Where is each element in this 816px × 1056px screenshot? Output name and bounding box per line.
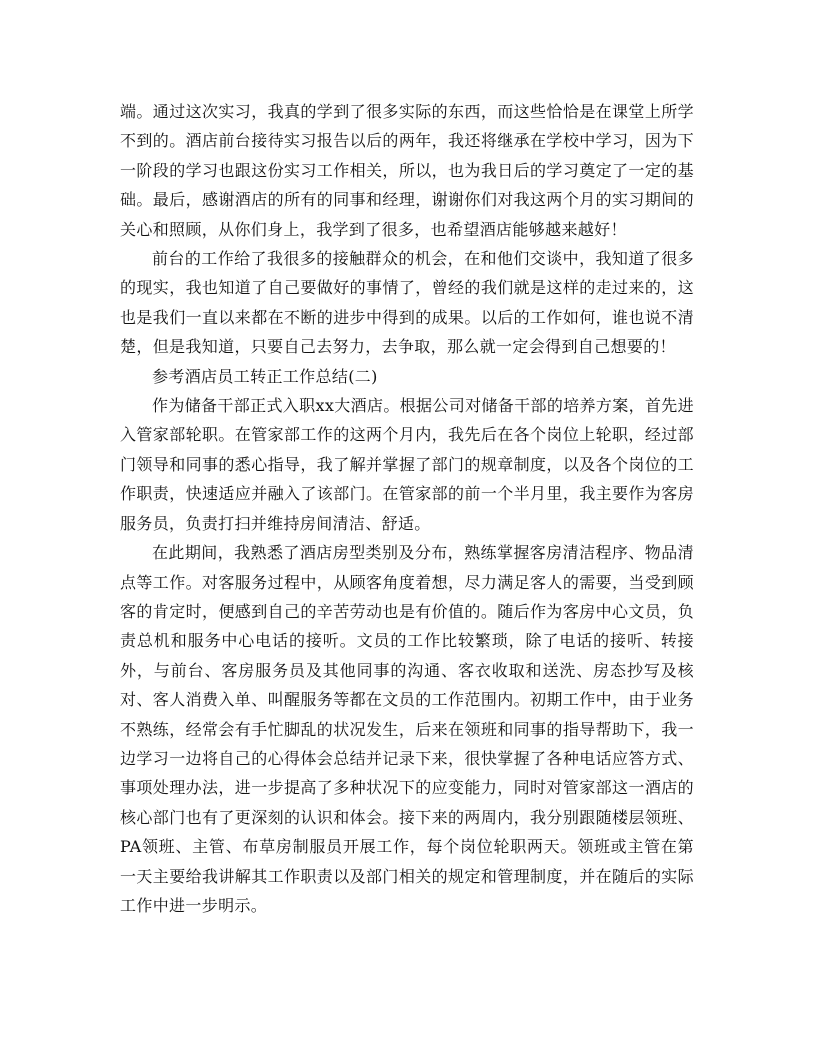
paragraph-housekeeping-rotation: 作为储备干部正式入职xx大酒店。根据公司对储备干部的培养方案，首先进入管家部轮职。在管家部工作的这两个月内，我先后在各个岗位上轮职，经过部门领导和同事的悉心指导，我了解并掌握了部门的规章制度，以及各个岗位的工作职责，快速适应并融入了该部门。在管家部的前一个半月里，我主要作为客房服务员，负责打扫并维持房间清洁、舒适。 [120,396,694,533]
document-body [120,97,694,920]
paragraph-front-desk-reflection: 前台的工作给了我很多的接触群众的机会，在和他们交谈中，我知道了很多的现实，我也知道了自己要做好的事情了，曾经的我们就是这样的走过来的，这也是我们一直以来都在不断的进步中得到的成果。以后的工作如何，谁也说不清楚，但是我知道，只要自己去努力，去争取，那么就一定会得到自己想要的！ [120,249,694,357]
paragraph-continuation: 端。通过这次实习，我真的学到了很多实际的东西，而这些恰恰是在课堂上所学不到的。酒店前台接待实习报告以后的两年，我还将继承在学校中学习，因为下一阶段的学习也跟这份实习工作相关，所以，也为我日后的学习奠定了一定的基础。最后，感谢酒店的所有的同事和经理，谢谢你们对我这两个月的实习期间的关心和照顾，从你们身上，我学到了很多，也希望酒店能够越来越好！ [120,102,694,239]
section-heading: 参考酒店员工转正工作总结(二) [152,366,378,386]
paragraph-room-service-details: 在此期间，我熟悉了酒店房型类别及分布，熟练掌握客房清洁程序、物品清点等工作。对客服务过程中，从顾客角度着想，尽力满足客人的需要，当受到顾客的肯定时，便感到自己的辛苦劳动也是有价值的。随后作为客房中心文员，负责总机和服务中心电话的接听。文员的工作比较繁琐，除了电话的接听、转接外，与前台、客房服务员及其他同事的沟通、客衣收取和送洗、房态抄写及核对、客人消费入单、叫醒服务等都在文员的工作范围内。初期工作中，由于业务不熟练，经常会有手忙脚乱的状况发生，后来在领班和同事的指导帮助下，我一边学习一边将自己的心得体会总结并记录下来，很快掌握了各种电话应答方式、事项处理办法，进一步提高了多种状况下的应变能力，同时对管家部这一酒店的核心部门也有了更深刻的认识和体会。接下来的两周内，我分别跟随楼层领班、PA领班、主管、布草房制服员开展工作，每个岗位轮职两天。领班或主管在第一天主要给我讲解其工作职责以及部门相关的规定和管理制度，并在随后的实际工作中进一步明示。 [120,543,694,915]
